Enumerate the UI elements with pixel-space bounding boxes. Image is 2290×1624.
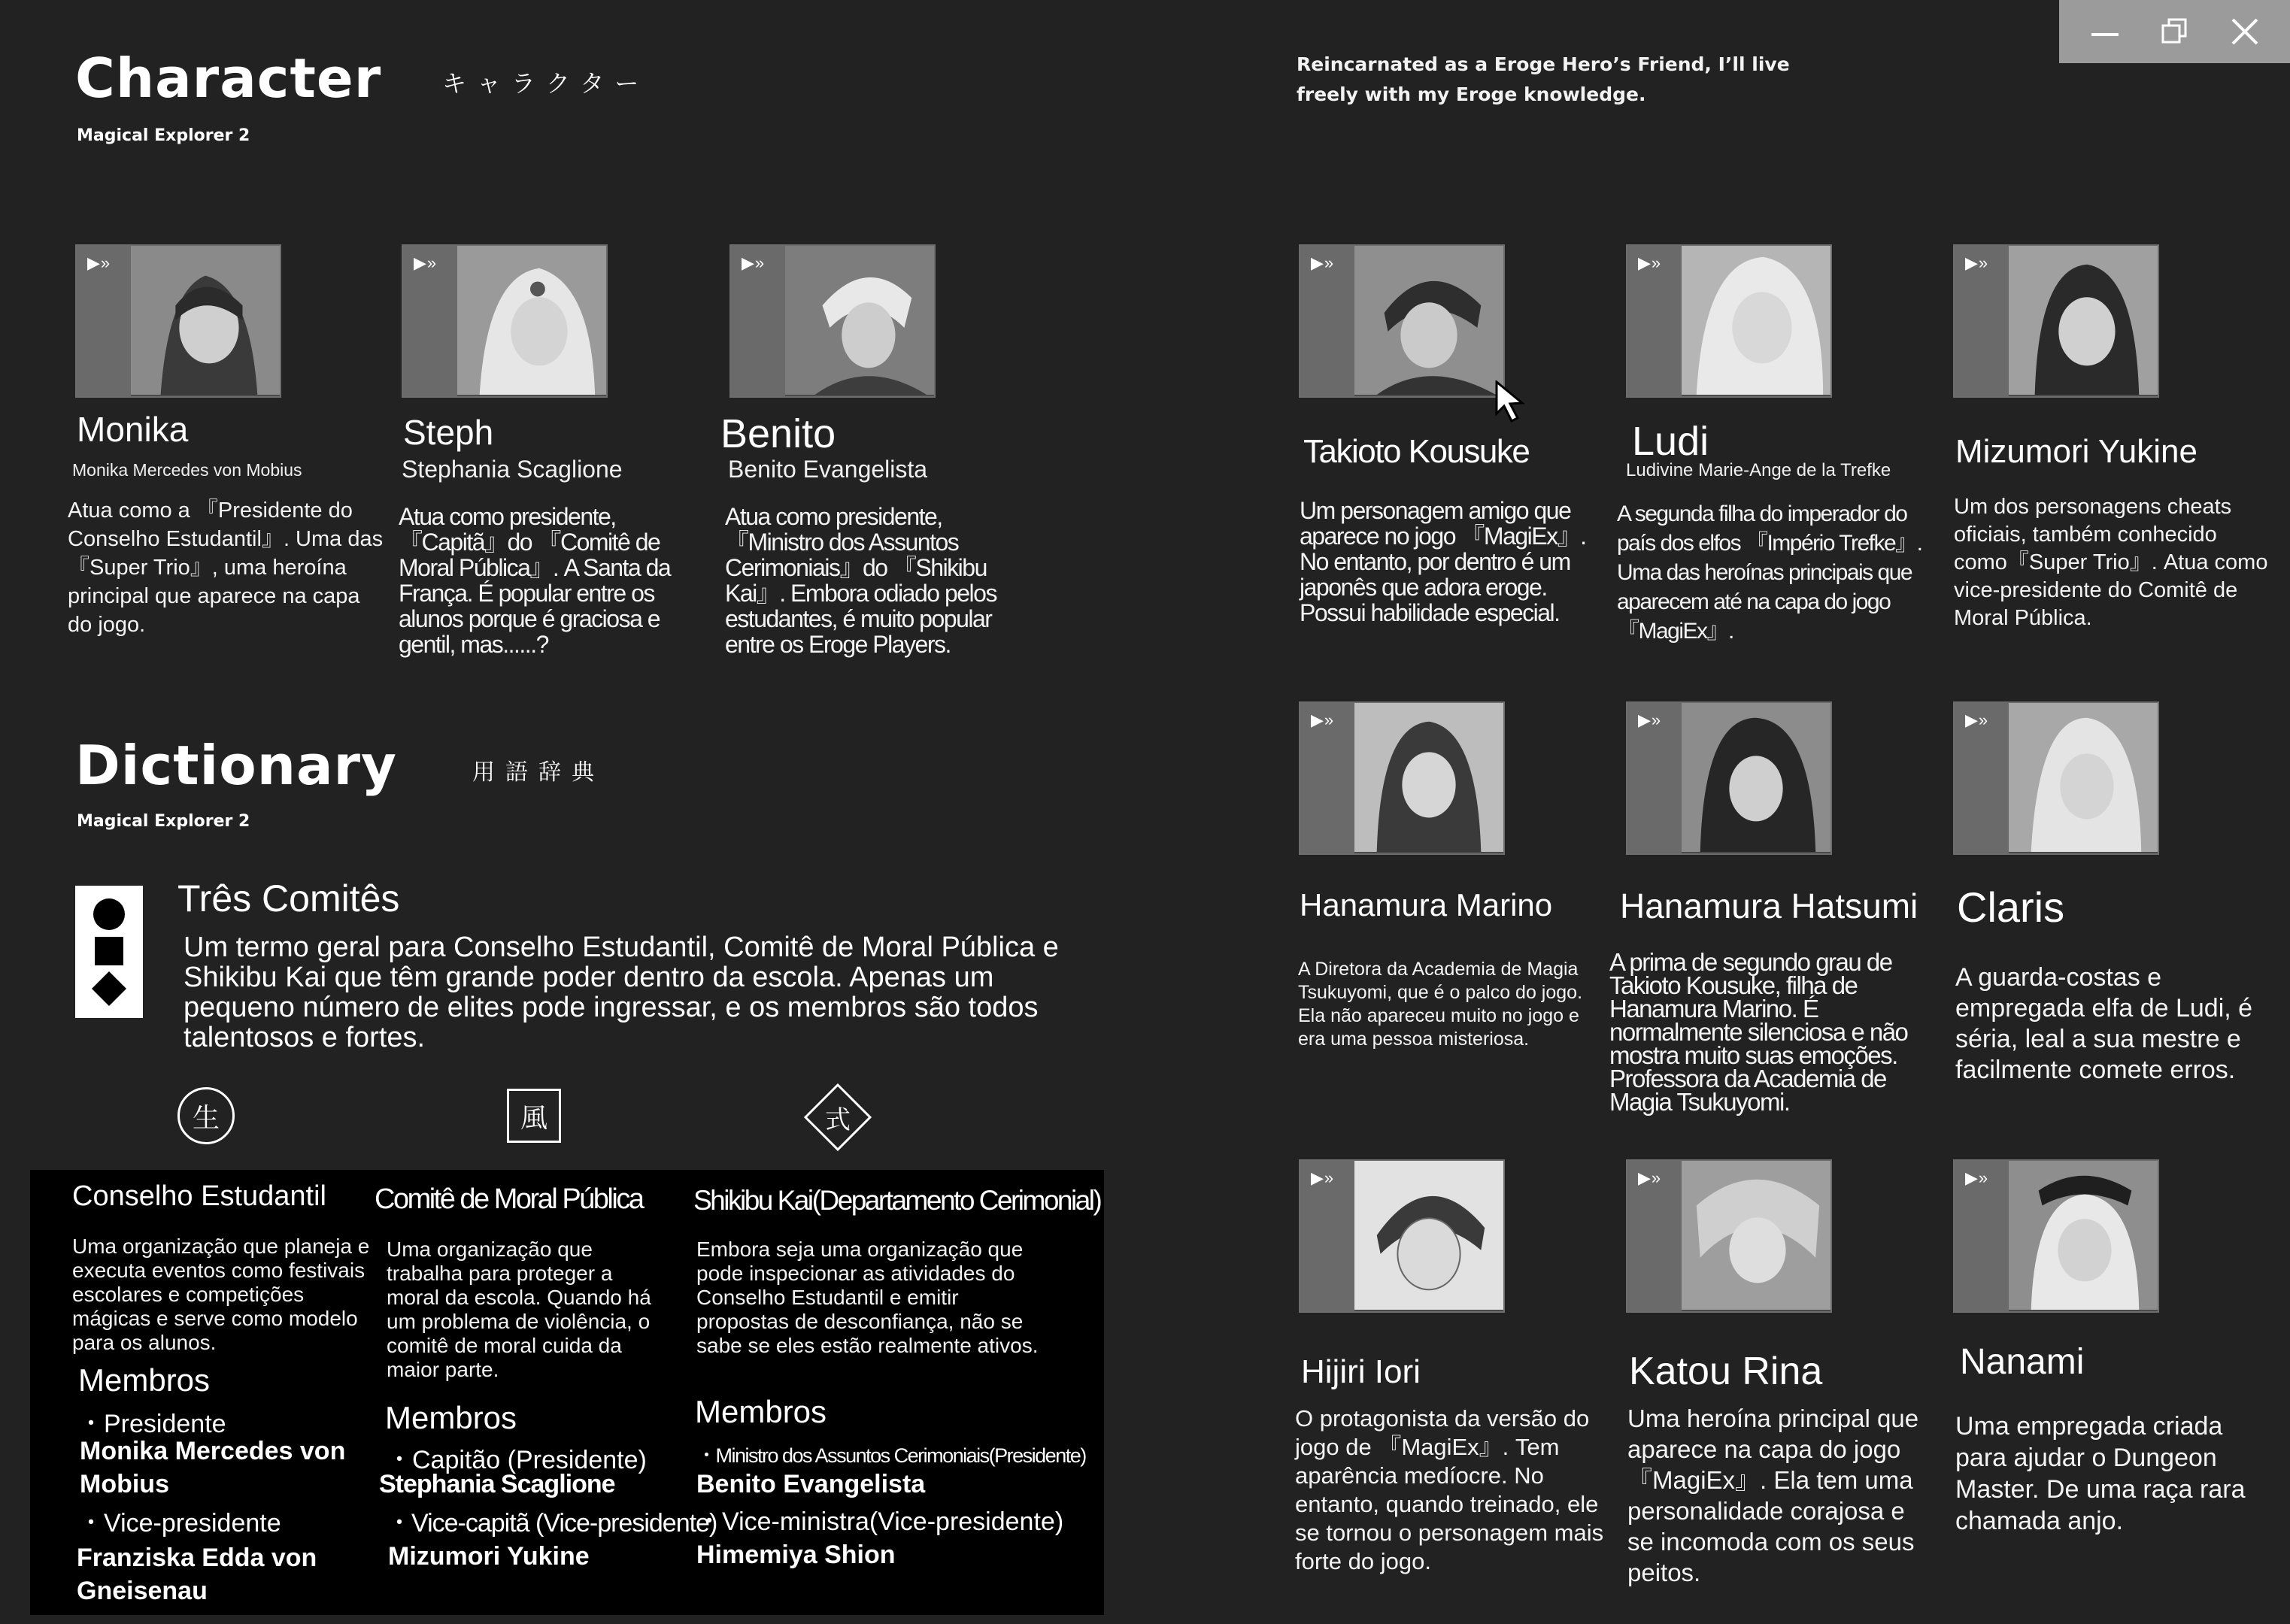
- character-portrait: [785, 246, 934, 395]
- member-name: Stephania Scaglione: [379, 1470, 615, 1498]
- character-portrait: [1354, 1161, 1503, 1310]
- character-name: Ludi: [1632, 419, 1709, 464]
- character-name: Hijiri Iori: [1301, 1353, 1421, 1390]
- portrait-takioto[interactable]: [1299, 244, 1505, 398]
- character-portrait: [1682, 703, 1830, 852]
- member-role: ・Vice-presidente: [78, 1509, 281, 1538]
- committee-description: Uma organização que trabalha para proteger a moral da escola. Quando há um problema de violência, o comitê de moral cuida da maior parte.: [387, 1238, 651, 1381]
- character-portrait: [131, 246, 280, 395]
- portrait-nanami[interactable]: [1953, 1159, 2159, 1313]
- character-description: Atua como a 『Presidente do Conselho Estudantil』. Uma das 『Super Trio』, uma heroína principal que aparece na capa do jogo.: [68, 498, 384, 637]
- play-icon: ▶»: [1965, 710, 1989, 729]
- character-fullname: Benito Evangelista: [728, 456, 928, 483]
- character-name: Takioto Kousuke: [1303, 433, 1530, 470]
- portrait-ludi[interactable]: [1626, 244, 1832, 398]
- portrait-benito[interactable]: [729, 244, 936, 398]
- character-heading-sub: Magical Explorer 2: [77, 126, 250, 145]
- term-description: Um termo geral para Conselho Estudantil, Comitê de Moral Pública e Shikibu Kai que têm grande poder dentro da escola. Apenas um pequeno número de elites pode ingressar, e os membros são todos talentosos e fortes.: [184, 932, 1059, 1053]
- character-name: Hanamura Marino: [1300, 887, 1553, 923]
- committee-description: Uma organização que planeja e executa eventos como festivais escolares e competições mágicas e serve como modelo para os alunos.: [72, 1235, 370, 1354]
- member-name: Monika Mercedes von Mobius: [80, 1437, 346, 1498]
- character-name: Mizumori Yukine: [1955, 433, 2197, 470]
- character-description: Uma empregada criada para ajudar o Dungeon Master. De uma raça rara chamada anjo.: [1955, 1412, 2246, 1535]
- public-morals-badge: [507, 1089, 561, 1143]
- diamond-icon: [90, 970, 128, 1007]
- restore-icon[interactable]: [2152, 9, 2197, 54]
- committee-description: Embora seja uma organização que pode inspecionar as atividades do Conselho Estudantil e emitir propostas de desconfiança, não se sabe se eles estão realmente ativos.: [696, 1238, 1039, 1357]
- character-fullname: Monika Mercedes von Mobius: [72, 460, 302, 480]
- character-heading-jp: キャラクター: [442, 69, 650, 98]
- portrait-monika[interactable]: [75, 244, 281, 398]
- character-portrait: [2009, 703, 2158, 852]
- character-description: Um dos personagens cheats oficiais, também conhecido como『Super Trio』. Atua como vice-presidente do Comitê de Moral Pública.: [1954, 495, 2268, 630]
- dictionary-heading-jp: 用語辞典: [472, 759, 605, 786]
- character-description: Um personagem amigo que aparece no jogo 『MagiEx』. No entanto, por dentro é um japonês que adora eroge. Possui habilidade especial.: [1300, 497, 1586, 626]
- circle-icon: [91, 896, 127, 932]
- character-name: Steph: [403, 413, 494, 452]
- character-description: Atua como presidente, 『Ministro dos Assuntos Cerimoniais』do 『Shikibu Kai』. Embora odiado pelos estudantes, é muito popular entre os Eroge Players.: [725, 503, 996, 658]
- portrait-claris[interactable]: [1953, 701, 2159, 855]
- portrait-mizumori[interactable]: [1953, 244, 2159, 398]
- shikibu-kai-badge: [803, 1083, 872, 1152]
- member-role: ・Ministro dos Assuntos Cerimoniais(Presidente): [696, 1444, 1086, 1467]
- series-title: Reincarnated as a Eroge Hero’s Friend, I’ll live freely with my Eroge knowledge.: [1297, 53, 1790, 105]
- member-role: ・Capitão (Presidente): [387, 1446, 647, 1474]
- play-icon: ▶»: [1311, 710, 1335, 729]
- committee-title: Shikibu Kai(Departamento Cerimonial): [693, 1185, 1101, 1216]
- character-portrait: [1354, 703, 1503, 852]
- portrait-steph[interactable]: [402, 244, 608, 398]
- members-heading: Membros: [385, 1400, 517, 1435]
- committee-title: Conselho Estudantil: [72, 1180, 326, 1212]
- portrait-hanamura-marino[interactable]: [1299, 701, 1505, 855]
- dictionary-heading-sub: Magical Explorer 2: [77, 812, 250, 831]
- play-icon: ▶»: [1311, 1168, 1335, 1187]
- character-description: A prima de segundo grau de Takioto Kousuke, filha de Hanamura Marino. É normalmente silenciosa e não mostra muito suas emoções. Professora da Academia de Magia Tsukuyomi.: [1609, 948, 1908, 1116]
- term-title: Três Comitês: [177, 877, 400, 920]
- student-council-badge: [177, 1087, 235, 1144]
- play-icon: ▶»: [742, 253, 766, 272]
- member-name: Himemiya Shion: [696, 1541, 896, 1569]
- character-description: A guarda-costas e empregada elfa de Ludi, é séria, leal a sua mestre e facilmente comete erros.: [1955, 963, 2253, 1084]
- committee-title: Comitê de Moral Pública: [375, 1183, 643, 1215]
- character-name: Benito: [720, 411, 836, 456]
- dictionary-heading: Dictionary: [75, 734, 397, 797]
- play-icon: ▶»: [1638, 1168, 1662, 1187]
- character-heading: Character: [75, 47, 382, 110]
- character-fullname: Stephania Scaglione: [402, 456, 623, 483]
- play-icon: ▶»: [87, 253, 111, 272]
- character-portrait: [2009, 1161, 2158, 1310]
- character-name: Katou Rina: [1629, 1350, 1823, 1393]
- character-description: O protagonista da versão do jogo de 『MagiEx』. Tem aparência medíocre. No entanto, quando treinado, ele se tornou o personagem mais forte do jogo.: [1295, 1405, 1604, 1574]
- committees-panel: [30, 1170, 1104, 1615]
- badge-glyph: 生: [192, 1102, 220, 1134]
- character-name: Claris: [1957, 883, 2065, 931]
- member-role: ・Presidente: [78, 1410, 226, 1438]
- member-name: Franziska Edda von Gneisenau: [77, 1544, 317, 1605]
- play-icon: ▶»: [1638, 253, 1662, 272]
- minimize-icon[interactable]: [2082, 9, 2128, 54]
- portrait-hijiri-iori[interactable]: [1299, 1159, 1505, 1313]
- character-description: A Diretora da Academia de Magia Tsukuyomi, que é o palco do jogo. Ela não apareceu muito no jogo e era uma pessoa misteriosa.: [1298, 959, 1583, 1050]
- character-portrait: [2009, 246, 2158, 395]
- square-icon: [93, 935, 126, 968]
- character-fullname: Ludivine Marie-Ange de la Trefke: [1626, 460, 1891, 480]
- member-name: Mizumori Yukine: [388, 1542, 590, 1571]
- character-portrait: [457, 246, 606, 395]
- portrait-katou-rina[interactable]: [1626, 1159, 1832, 1313]
- three-committees-icon: [75, 886, 143, 1018]
- window-controls: [2059, 0, 2290, 63]
- character-description: A segunda filha do imperador do país dos elfos 『Império Trefke』. Uma das heroínas principais que aparecem até na capa do jogo 『MagiEx』.: [1617, 501, 1922, 644]
- play-icon: ▶»: [1638, 710, 1662, 729]
- mouse-cursor-icon: [1494, 380, 1534, 423]
- character-name: Monika: [77, 410, 189, 449]
- close-icon[interactable]: [2222, 9, 2267, 54]
- play-icon: ▶»: [1965, 1168, 1989, 1187]
- member-name: Benito Evangelista: [696, 1470, 926, 1498]
- member-role: ・Vice-capitã (Vice-presidente): [387, 1509, 717, 1538]
- play-icon: ▶»: [1311, 253, 1335, 272]
- character-portrait: [1354, 246, 1503, 395]
- member-role: ・Vice-ministra(Vice-presidente): [696, 1507, 1064, 1536]
- play-icon: ▶»: [414, 253, 438, 272]
- character-name: Nanami: [1960, 1342, 2085, 1382]
- portrait-hanamura-hatsumi[interactable]: [1626, 701, 1832, 855]
- character-description: Uma heroína principal que aparece na capa do jogo 『MagiEx』. Ela tem uma personalidade corajosa e se incomoda com os seus peitos.: [1627, 1404, 1919, 1586]
- character-description: Atua como presidente, 『Capitã』do 『Comitê de Moral Pública』. A Santa da França. É popular entre os alunos porque é graciosa e gentil, mas......?: [399, 503, 671, 658]
- character-portrait: [1682, 246, 1830, 395]
- character-name: Hanamura Hatsumi: [1620, 886, 1918, 926]
- badge-glyph: 風: [520, 1102, 547, 1134]
- play-icon: ▶»: [1965, 253, 1989, 272]
- members-heading: Membros: [695, 1394, 827, 1429]
- members-heading: Membros: [78, 1362, 211, 1398]
- badge-glyph: 式: [825, 1104, 851, 1135]
- character-portrait: [1682, 1161, 1830, 1310]
